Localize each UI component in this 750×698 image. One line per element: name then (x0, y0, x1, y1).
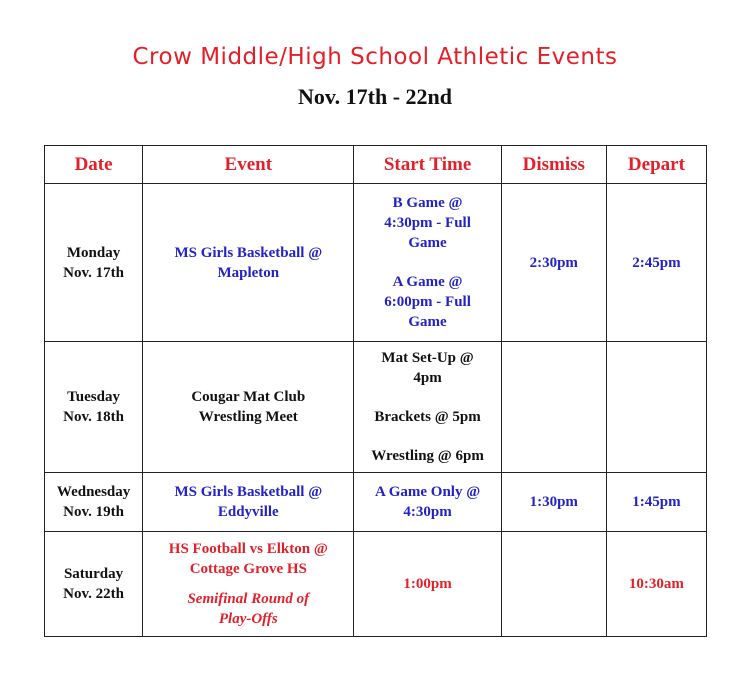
event-line: Eddyville (217, 504, 279, 520)
event-cell (143, 184, 354, 342)
column-header-start-time: Start Time (354, 146, 501, 184)
day-label: Saturday (63, 566, 124, 582)
table-header-row (45, 146, 707, 184)
column-header-date: Date (45, 146, 143, 184)
dismiss-cell: 2:30pm (501, 184, 606, 342)
date-range-subtitle: Nov. 17th - 22nd (297, 84, 453, 109)
date-label: Nov. 17th (63, 264, 124, 281)
start-time-cell: 1:00pm (354, 532, 501, 637)
start-line: Game (408, 235, 447, 251)
column-header-event: Event (143, 146, 354, 184)
depart-cell: 10:30am (606, 532, 706, 637)
event-line: HS Football vs Elkton @ (168, 541, 328, 557)
event-cell (143, 532, 354, 637)
dismiss-cell: 1:30pm (501, 473, 606, 532)
page-title: Crow Middle/High School Athletic Events (132, 44, 618, 70)
event-cell (143, 342, 354, 473)
start-line: A Game @ (392, 274, 463, 290)
table-row (45, 184, 707, 342)
start-line: 6:00pm - Full (384, 294, 471, 310)
dismiss-cell (501, 532, 606, 637)
date-cell (45, 473, 143, 532)
table-row (45, 473, 707, 532)
day-label: Wednesday (56, 484, 131, 500)
day-label: Tuesday (67, 389, 120, 405)
depart-cell (606, 342, 706, 473)
events-table (44, 145, 707, 637)
event-line: Wrestling Meet (198, 409, 298, 425)
day-label: Monday (66, 244, 121, 261)
event-line: MS Girls Basketball @ (174, 244, 323, 261)
column-header-dismiss: Dismiss (501, 146, 606, 184)
start-time-cell (354, 342, 501, 473)
start-line: Mat Set-Up @ (381, 350, 474, 366)
start-time-cell (354, 184, 501, 342)
start-line: A Game Only @ (374, 484, 481, 500)
start-line: Game (408, 314, 447, 330)
date-cell (45, 342, 143, 473)
event-note: Semifinal Round of (187, 591, 310, 607)
start-line: Wrestling @ 6pm (371, 448, 484, 464)
date-label: Nov. 18th (63, 409, 124, 425)
date-label: Nov. 22th (63, 586, 124, 602)
date-cell (45, 184, 143, 342)
event-note: Play-Offs (218, 611, 278, 627)
date-label: Nov. 19th (63, 504, 124, 520)
start-line: 4:30pm - Full (384, 215, 471, 231)
dismiss-cell (501, 342, 606, 473)
event-line: Mapleton (217, 264, 280, 281)
depart-cell: 1:45pm (606, 473, 706, 532)
start-line: Brackets @ 5pm (374, 409, 481, 425)
start-time-cell (354, 473, 501, 532)
event-line: Cottage Grove HS (189, 561, 307, 577)
event-line: MS Girls Basketball @ (174, 484, 323, 500)
event-cell (143, 473, 354, 532)
start-line: B Game @ (392, 195, 463, 211)
event-line: Cougar Mat Club (191, 389, 306, 405)
date-cell (45, 532, 143, 637)
table-row (45, 342, 707, 473)
start-line: 4:30pm (403, 504, 452, 520)
table-row (45, 532, 707, 637)
start-line: 4pm (413, 370, 442, 386)
column-header-depart: Depart (606, 146, 706, 184)
depart-cell: 2:45pm (606, 184, 706, 342)
